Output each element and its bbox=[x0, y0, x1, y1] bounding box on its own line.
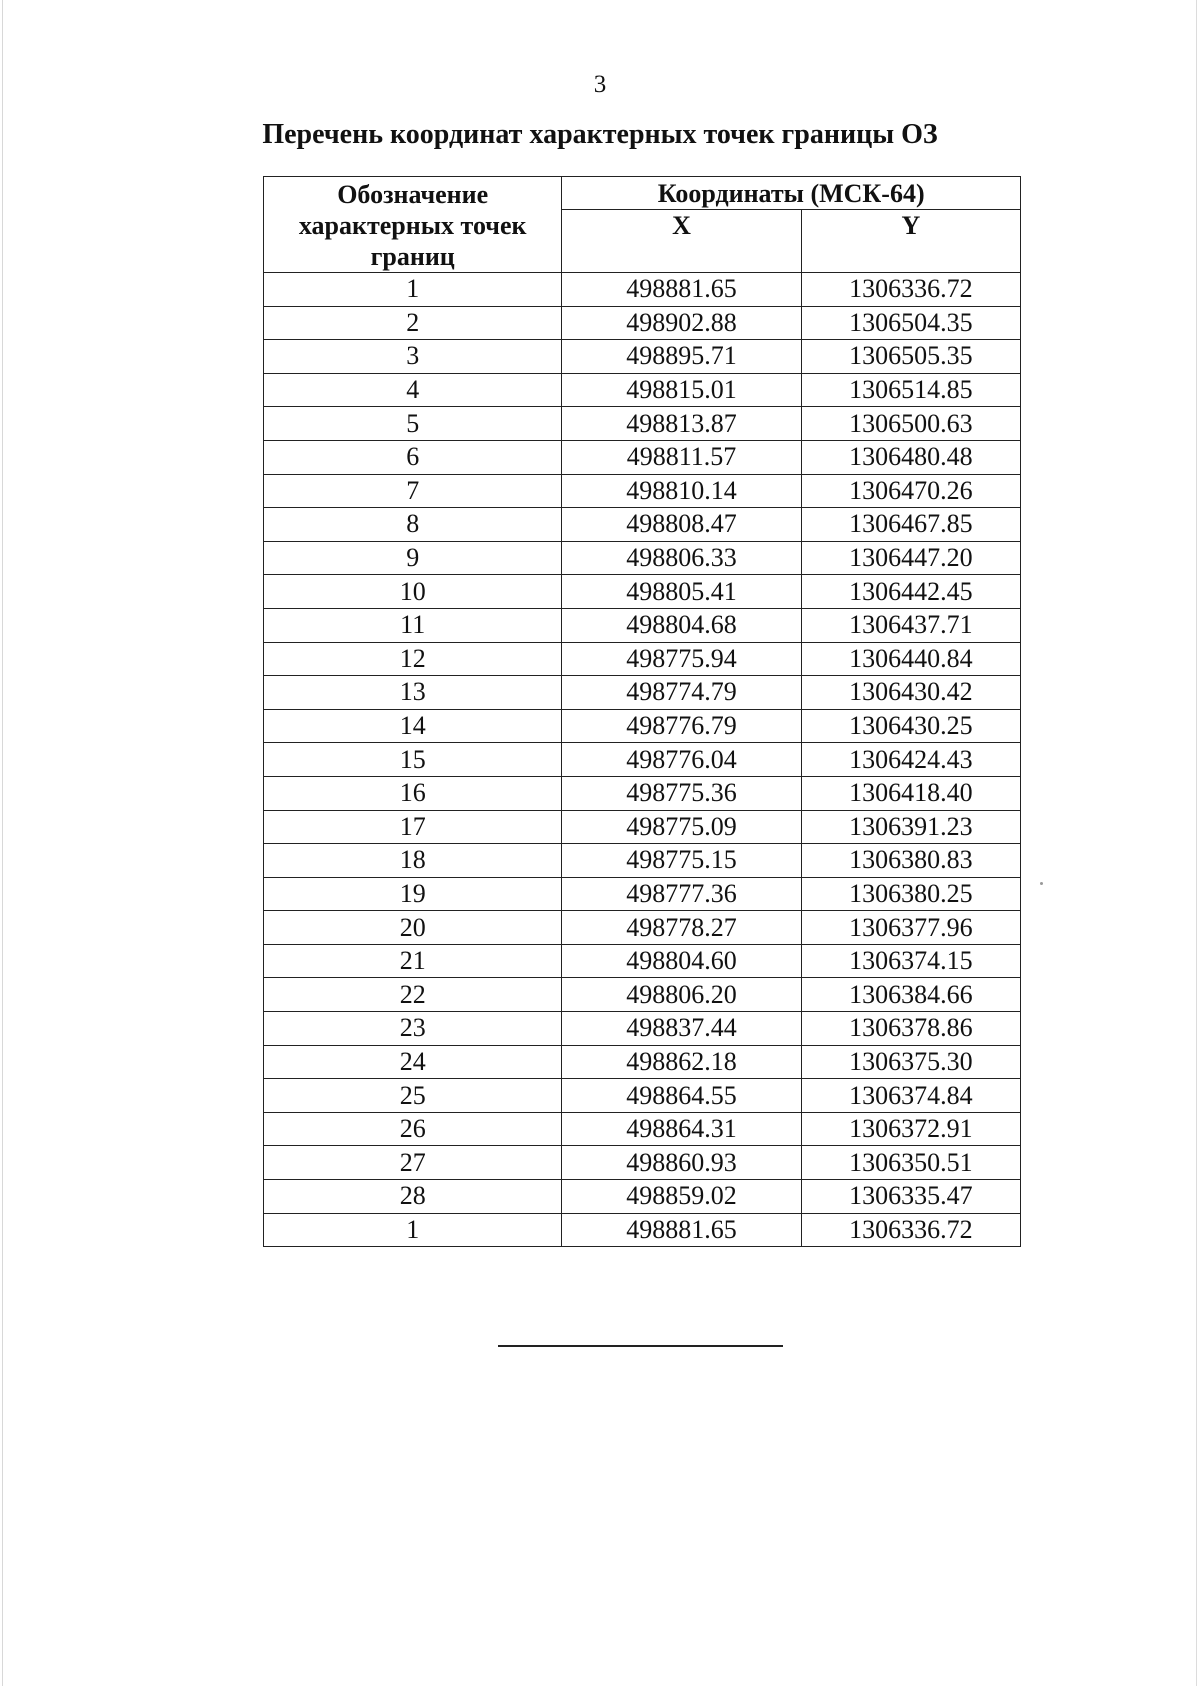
point-cell: 1 bbox=[264, 273, 562, 307]
table-row bbox=[264, 373, 1021, 407]
table-row bbox=[264, 911, 1021, 945]
table-row bbox=[264, 978, 1021, 1012]
point-cell: 17 bbox=[264, 810, 562, 844]
point-cell: 5 bbox=[264, 407, 562, 441]
table-row bbox=[264, 306, 1021, 340]
point-cell: 3 bbox=[264, 340, 562, 374]
point-cell: 1 bbox=[264, 1213, 562, 1247]
point-cell: 12 bbox=[264, 642, 562, 676]
table-row bbox=[264, 810, 1021, 844]
table-row bbox=[264, 340, 1021, 374]
table-row bbox=[264, 743, 1021, 777]
point-cell: 2 bbox=[264, 306, 562, 340]
table-header bbox=[264, 177, 1021, 273]
table-row bbox=[264, 776, 1021, 810]
y-cell: 1306500.63 bbox=[801, 407, 1020, 441]
point-cell: 16 bbox=[264, 776, 562, 810]
point-cell: 18 bbox=[264, 844, 562, 878]
point-cell: 15 bbox=[264, 743, 562, 777]
table-row bbox=[264, 608, 1021, 642]
point-cell: 27 bbox=[264, 1146, 562, 1180]
y-cell: 1306375.30 bbox=[801, 1045, 1020, 1079]
y-cell: 1306424.43 bbox=[801, 743, 1020, 777]
x-cell: 498775.36 bbox=[562, 776, 801, 810]
x-cell: 498864.55 bbox=[562, 1079, 801, 1113]
x-cell: 498804.60 bbox=[562, 944, 801, 978]
header-x: X bbox=[562, 210, 801, 273]
table-row bbox=[264, 1079, 1021, 1113]
y-cell: 1306378.86 bbox=[801, 1012, 1020, 1046]
x-cell: 498860.93 bbox=[562, 1146, 801, 1180]
page-number: 3 bbox=[593, 71, 607, 98]
point-cell: 21 bbox=[264, 944, 562, 978]
table-row bbox=[264, 1112, 1021, 1146]
x-cell: 498859.02 bbox=[562, 1180, 801, 1214]
table-row bbox=[264, 877, 1021, 911]
y-cell: 1306350.51 bbox=[801, 1146, 1020, 1180]
end-of-document-rule bbox=[498, 1345, 783, 1347]
point-cell: 13 bbox=[264, 676, 562, 710]
table-row bbox=[264, 474, 1021, 508]
point-cell: 23 bbox=[264, 1012, 562, 1046]
x-cell: 498808.47 bbox=[562, 508, 801, 542]
table-row bbox=[264, 1146, 1021, 1180]
point-cell: 4 bbox=[264, 373, 562, 407]
y-cell: 1306374.84 bbox=[801, 1079, 1020, 1113]
y-cell: 1306505.35 bbox=[801, 340, 1020, 374]
table-row bbox=[264, 273, 1021, 307]
table-row bbox=[264, 1012, 1021, 1046]
y-cell: 1306374.15 bbox=[801, 944, 1020, 978]
y-cell: 1306391.23 bbox=[801, 810, 1020, 844]
point-cell: 25 bbox=[264, 1079, 562, 1113]
y-cell: 1306447.20 bbox=[801, 541, 1020, 575]
x-cell: 498810.14 bbox=[562, 474, 801, 508]
table-row bbox=[264, 844, 1021, 878]
point-cell: 22 bbox=[264, 978, 562, 1012]
x-cell: 498862.18 bbox=[562, 1045, 801, 1079]
y-cell: 1306335.47 bbox=[801, 1180, 1020, 1214]
x-cell: 498837.44 bbox=[562, 1012, 801, 1046]
point-cell: 10 bbox=[264, 575, 562, 609]
point-cell: 19 bbox=[264, 877, 562, 911]
point-cell: 28 bbox=[264, 1180, 562, 1214]
point-cell: 6 bbox=[264, 440, 562, 474]
x-cell: 498775.09 bbox=[562, 810, 801, 844]
table-row bbox=[264, 541, 1021, 575]
point-cell: 8 bbox=[264, 508, 562, 542]
x-cell: 498806.20 bbox=[562, 978, 801, 1012]
x-cell: 498895.71 bbox=[562, 340, 801, 374]
table-row bbox=[264, 440, 1021, 474]
y-cell: 1306514.85 bbox=[801, 373, 1020, 407]
x-cell: 498776.79 bbox=[562, 709, 801, 743]
y-cell: 1306442.45 bbox=[801, 575, 1020, 609]
x-cell: 498815.01 bbox=[562, 373, 801, 407]
y-cell: 1306430.42 bbox=[801, 676, 1020, 710]
x-cell: 498775.94 bbox=[562, 642, 801, 676]
table-row bbox=[264, 676, 1021, 710]
table-row bbox=[264, 1180, 1021, 1214]
x-cell: 498777.36 bbox=[562, 877, 801, 911]
y-cell: 1306336.72 bbox=[801, 1213, 1020, 1247]
x-cell: 498775.15 bbox=[562, 844, 801, 878]
table-row bbox=[264, 508, 1021, 542]
y-cell: 1306430.25 bbox=[801, 709, 1020, 743]
point-cell: 9 bbox=[264, 541, 562, 575]
scan-edge-left bbox=[2, 0, 3, 1686]
y-cell: 1306440.84 bbox=[801, 642, 1020, 676]
y-cell: 1306384.66 bbox=[801, 978, 1020, 1012]
x-cell: 498805.41 bbox=[562, 575, 801, 609]
y-cell: 1306504.35 bbox=[801, 306, 1020, 340]
table-row bbox=[264, 1045, 1021, 1079]
y-cell: 1306480.48 bbox=[801, 440, 1020, 474]
x-cell: 498864.31 bbox=[562, 1112, 801, 1146]
y-cell: 1306336.72 bbox=[801, 273, 1020, 307]
header-coordinates: Координаты (МСК-64) bbox=[562, 177, 1021, 210]
header-row-top bbox=[264, 177, 1021, 210]
y-cell: 1306418.40 bbox=[801, 776, 1020, 810]
coordinates-table bbox=[263, 176, 1021, 1247]
y-cell: 1306470.26 bbox=[801, 474, 1020, 508]
y-cell: 1306380.25 bbox=[801, 877, 1020, 911]
point-cell: 7 bbox=[264, 474, 562, 508]
x-cell: 498806.33 bbox=[562, 541, 801, 575]
point-cell: 20 bbox=[264, 911, 562, 945]
y-cell: 1306380.83 bbox=[801, 844, 1020, 878]
x-cell: 498804.68 bbox=[562, 608, 801, 642]
y-cell: 1306467.85 bbox=[801, 508, 1020, 542]
table-row bbox=[264, 944, 1021, 978]
header-y: Y bbox=[801, 210, 1020, 273]
x-cell: 498881.65 bbox=[562, 273, 801, 307]
table-row bbox=[264, 709, 1021, 743]
y-cell: 1306437.71 bbox=[801, 608, 1020, 642]
y-cell: 1306372.91 bbox=[801, 1112, 1020, 1146]
table-row bbox=[264, 642, 1021, 676]
scan-speck bbox=[1040, 882, 1043, 885]
x-cell: 498902.88 bbox=[562, 306, 801, 340]
page-title: Перечень координат характерных точек границы ОЗ bbox=[262, 119, 938, 150]
x-cell: 498881.65 bbox=[562, 1213, 801, 1247]
x-cell: 498811.57 bbox=[562, 440, 801, 474]
table-row bbox=[264, 1213, 1021, 1247]
x-cell: 498778.27 bbox=[562, 911, 801, 945]
scan-edge-right bbox=[1196, 0, 1197, 1686]
x-cell: 498776.04 bbox=[562, 743, 801, 777]
x-cell: 498774.79 bbox=[562, 676, 801, 710]
x-cell: 498813.87 bbox=[562, 407, 801, 441]
table-body bbox=[264, 273, 1021, 1247]
point-cell: 26 bbox=[264, 1112, 562, 1146]
point-cell: 24 bbox=[264, 1045, 562, 1079]
point-cell: 14 bbox=[264, 709, 562, 743]
table-row bbox=[264, 407, 1021, 441]
header-point-designation: Обозначение характерных точек границ bbox=[264, 177, 562, 273]
point-cell: 11 bbox=[264, 608, 562, 642]
table-row bbox=[264, 575, 1021, 609]
y-cell: 1306377.96 bbox=[801, 911, 1020, 945]
